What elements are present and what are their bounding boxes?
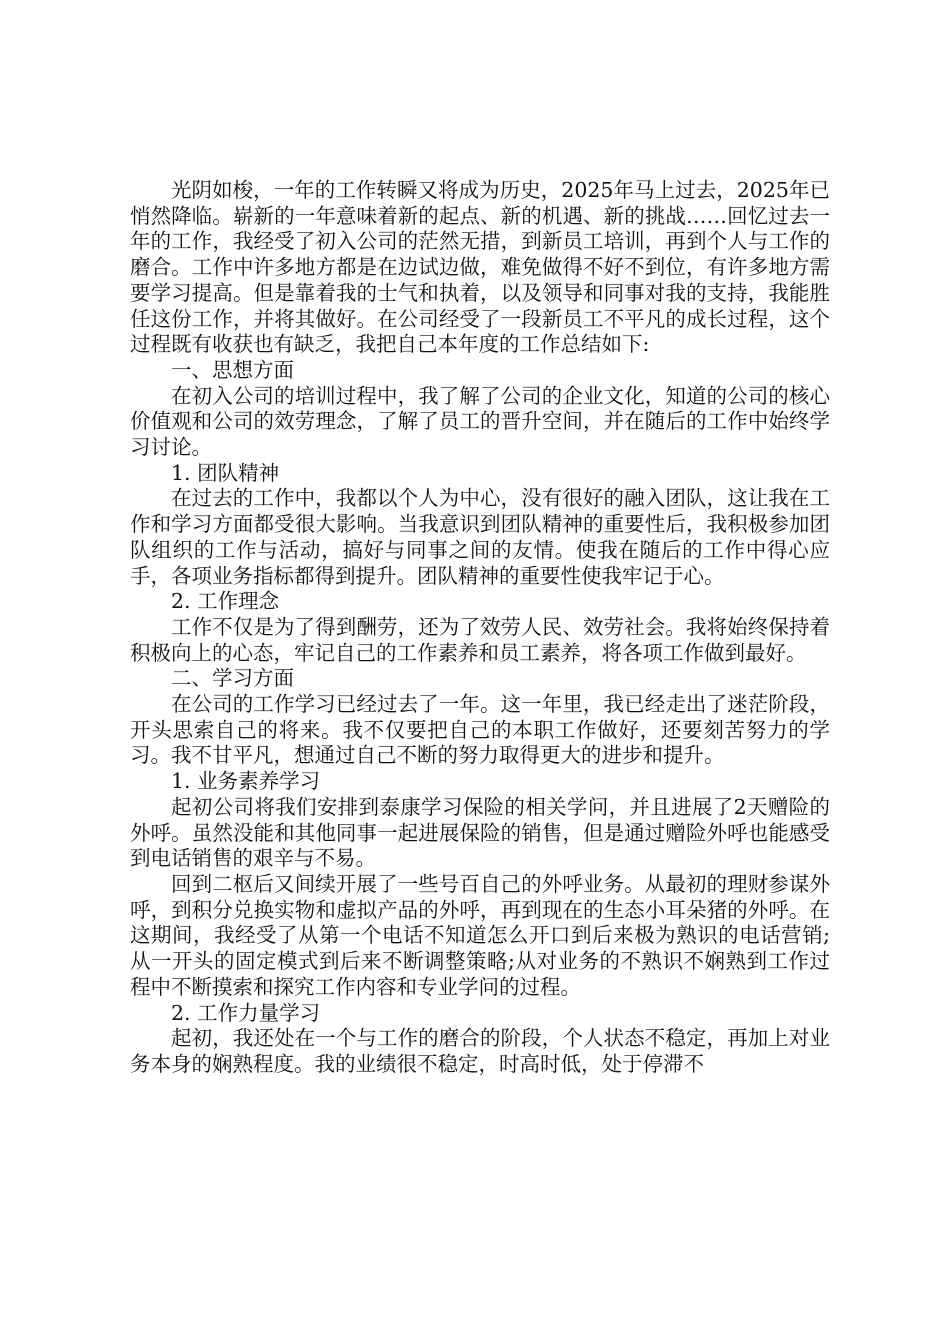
paragraph-team-spirit: 在过去的工作中，我都以个人为中心，没有很好的融入团队，这让我在工作和学习方面都受很大影响。当我意识到团队精神的重要性后，我积极参加团队组织的工作与活动，搞好与同事之间的友情。使我在随后的工作中得心应手，各项业务指标都得到提升。团队精神的重要性使我牢记于心。: [130, 486, 830, 588]
paragraph-training: 在初入公司的培训过程中，我了解了公司的企业文化，知道的公司的核心价值观和公司的效劳理念，了解了员工的晋升空间，并在随后的工作中始终学习讨论。: [130, 383, 830, 460]
paragraph-work-philosophy: 工作不仅是为了得到酬劳，还为了效劳人民、效劳社会。我将始终保持着积极向上的心态，牢记自己的工作素养和员工素养，将各项工作做到最好。: [130, 614, 830, 665]
paragraph-learning: 在公司的工作学习已经过去了一年。这一年里，我已经走出了迷茫阶段，开头思索自己的将来。我不仅要把自己的本职工作做好，还要刻苦努力的学习。我不甘平凡，想通过自己不断的努力取得更大的进步和提升。: [130, 692, 830, 768]
paragraph-work-capability: 起初，我还处在一个与工作的磨合的阶段，个人状态不稳定，再加上对业务本身的娴熟程度。我的业绩很不稳定，时高时低，处于停滞不: [130, 1026, 830, 1076]
subheading-team-spirit: 1. 团队精神: [171, 460, 280, 485]
subheading-business-skills: 1. 业务素养学习: [171, 769, 321, 794]
document-body: [130, 178, 830, 1078]
section-heading-thought: 一、思想方面: [171, 357, 294, 382]
paragraph-intro: 光阴如梭，一年的工作转瞬又将成为历史，2025年马上过去，2025年已悄然降临。崭新的一年意味着新的起点、新的机遇、新的挑战……回忆过去一年的工作，我经受了初入公司的茫然无措，到新员工培训，再到个人与工作的磨合。工作中许多地方都是在边试边做，难免做得不好不到位，有许多地方需要学习提高。但是靠着我的士气和执着，以及领导和同事对我的支持，我能胜任这份工作，并将其做好。在公司经受了一段新员工不平凡的成长过程，这个过程既有收获也有缺乏，我把自己本年度的工作总结如下:: [130, 178, 830, 357]
subheading-work-capability: 2. 工作力量学习: [171, 1000, 321, 1025]
subheading-work-philosophy: 2. 工作理念: [171, 589, 280, 614]
section-heading-learning: 二、学习方面: [171, 666, 294, 691]
paragraph-business-skills-2: 回到二枢后又间续开展了一些号百自己的外呼业务。从最初的理财参谋外呼，到积分兑换实物和虚拟产品的外呼，再到现在的生态小耳朵猪的外呼。在这期间，我经受了从第一个电话不知道怎么开口到后来极为熟识的电话营销;从一开头的固定模式到后来不断调整策略;从对业务的不熟识不娴熟到工作过程中不断摸索和探究工作内容和专业学问的过程。: [130, 871, 830, 999]
paragraph-business-skills-1: 起初公司将我们安排到泰康学习保险的相关学问，并且进展了2天赠险的外呼。虽然没能和其他同事一起进展保险的销售，但是通过赠险外呼也能感受到电话销售的艰辛与不易。: [130, 794, 830, 871]
